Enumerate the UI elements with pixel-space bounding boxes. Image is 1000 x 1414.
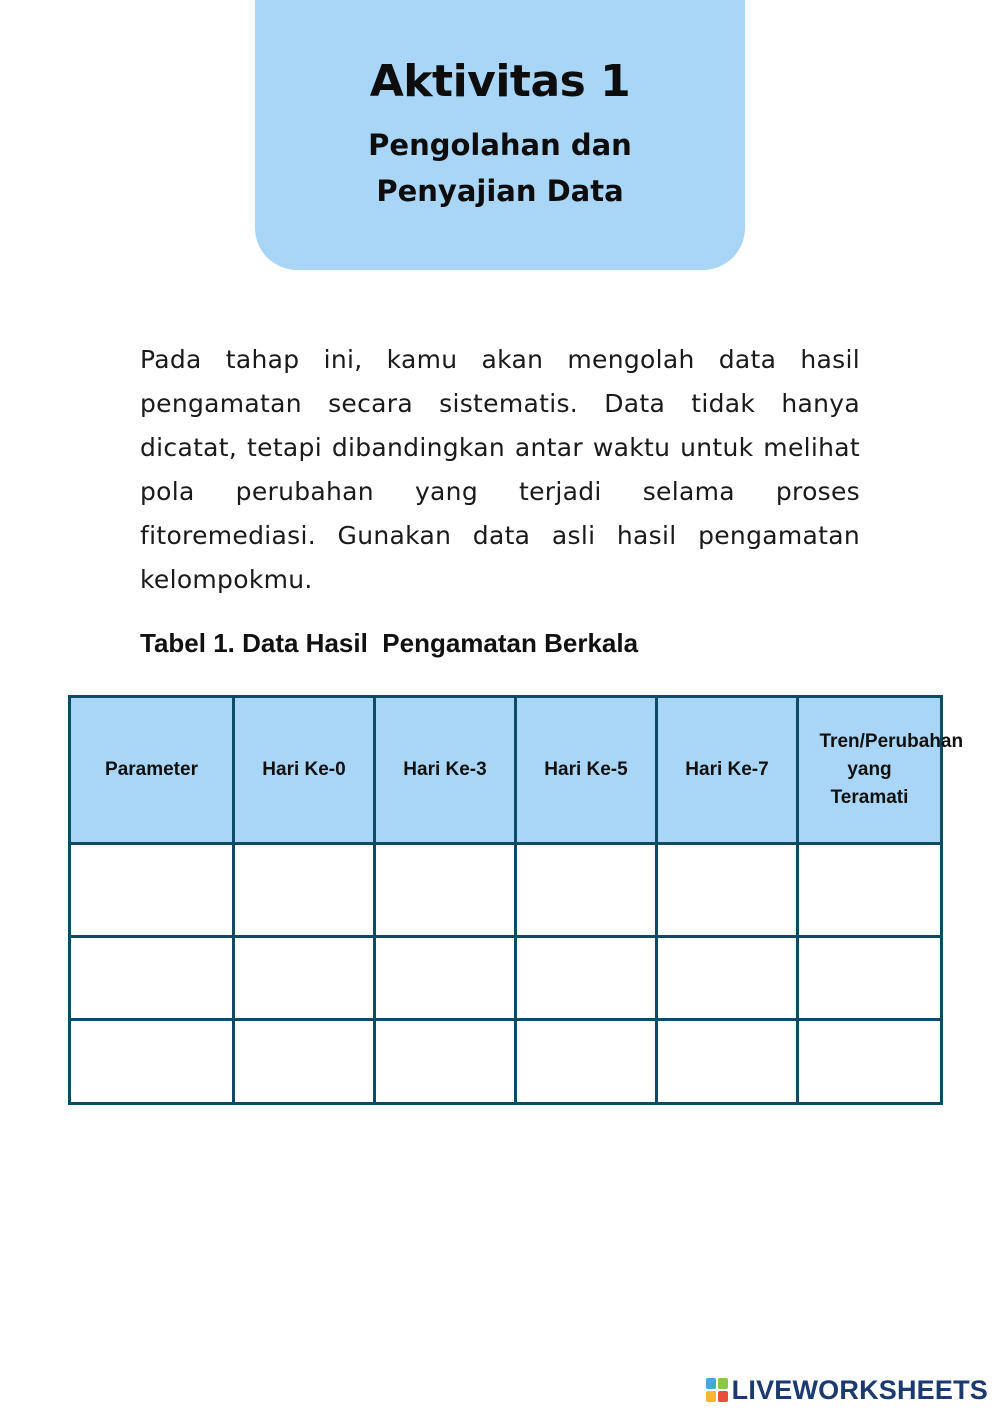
table-cell[interactable] <box>375 1020 516 1104</box>
liveworksheets-brand[interactable] <box>706 1376 988 1404</box>
table-cell[interactable] <box>657 1020 798 1104</box>
header-parameter: Parameter <box>70 697 234 844</box>
header-day-3: Hari Ke-3 <box>375 697 516 844</box>
table-header-row <box>70 697 942 844</box>
table-cell[interactable] <box>798 844 942 937</box>
table-row <box>70 937 942 1020</box>
liveworksheets-logo-icon <box>706 1378 728 1402</box>
table-row <box>70 1020 942 1104</box>
table-cell[interactable] <box>516 1020 657 1104</box>
table-cell[interactable] <box>798 1020 942 1104</box>
table-cell[interactable] <box>70 1020 234 1104</box>
page-title: Aktivitas 1 <box>369 56 631 107</box>
table-cell[interactable] <box>234 1020 375 1104</box>
table-cell[interactable] <box>375 844 516 937</box>
header-trend <box>798 697 964 844</box>
table-cell[interactable] <box>234 937 375 1020</box>
table-cell[interactable] <box>798 937 942 1020</box>
page-subtitle: Pengolahan dan Penyajian Data <box>368 128 632 208</box>
table-cell[interactable] <box>70 844 234 937</box>
table-cell[interactable] <box>657 844 798 937</box>
header-day-7: Hari Ke-7 <box>657 697 798 844</box>
table-cell[interactable] <box>234 844 375 937</box>
brand-name: LIVEWORKSHEETS <box>731 1374 988 1405</box>
table-cell[interactable] <box>657 937 798 1020</box>
title-card <box>255 0 745 270</box>
intro-paragraph: Pada tahap ini, kamu akan mengolah data hasil pengamatan secara sistematis. Data tidak hanya dicatat, tetapi dibandingkan antar waktu untuk melihat pola perubahan yang terjadi selama proses fitoremediasi. Gunakan data asli hasil pengamatan kelompokmu. <box>140 345 860 594</box>
table-caption: Tabel 1. Data Hasil Pengamatan Berkala <box>140 628 639 658</box>
table-cell[interactable] <box>516 844 657 937</box>
table-cell[interactable] <box>516 937 657 1020</box>
table-cell[interactable] <box>70 937 234 1020</box>
header-day-5: Hari Ke-5 <box>516 697 657 844</box>
header-day-0: Hari Ke-0 <box>234 697 375 844</box>
header-trend-label: Tren/Perubahan yang Teramati <box>819 731 964 808</box>
table-cell[interactable] <box>375 937 516 1020</box>
table-row <box>70 844 942 937</box>
observation-table <box>68 695 964 1105</box>
